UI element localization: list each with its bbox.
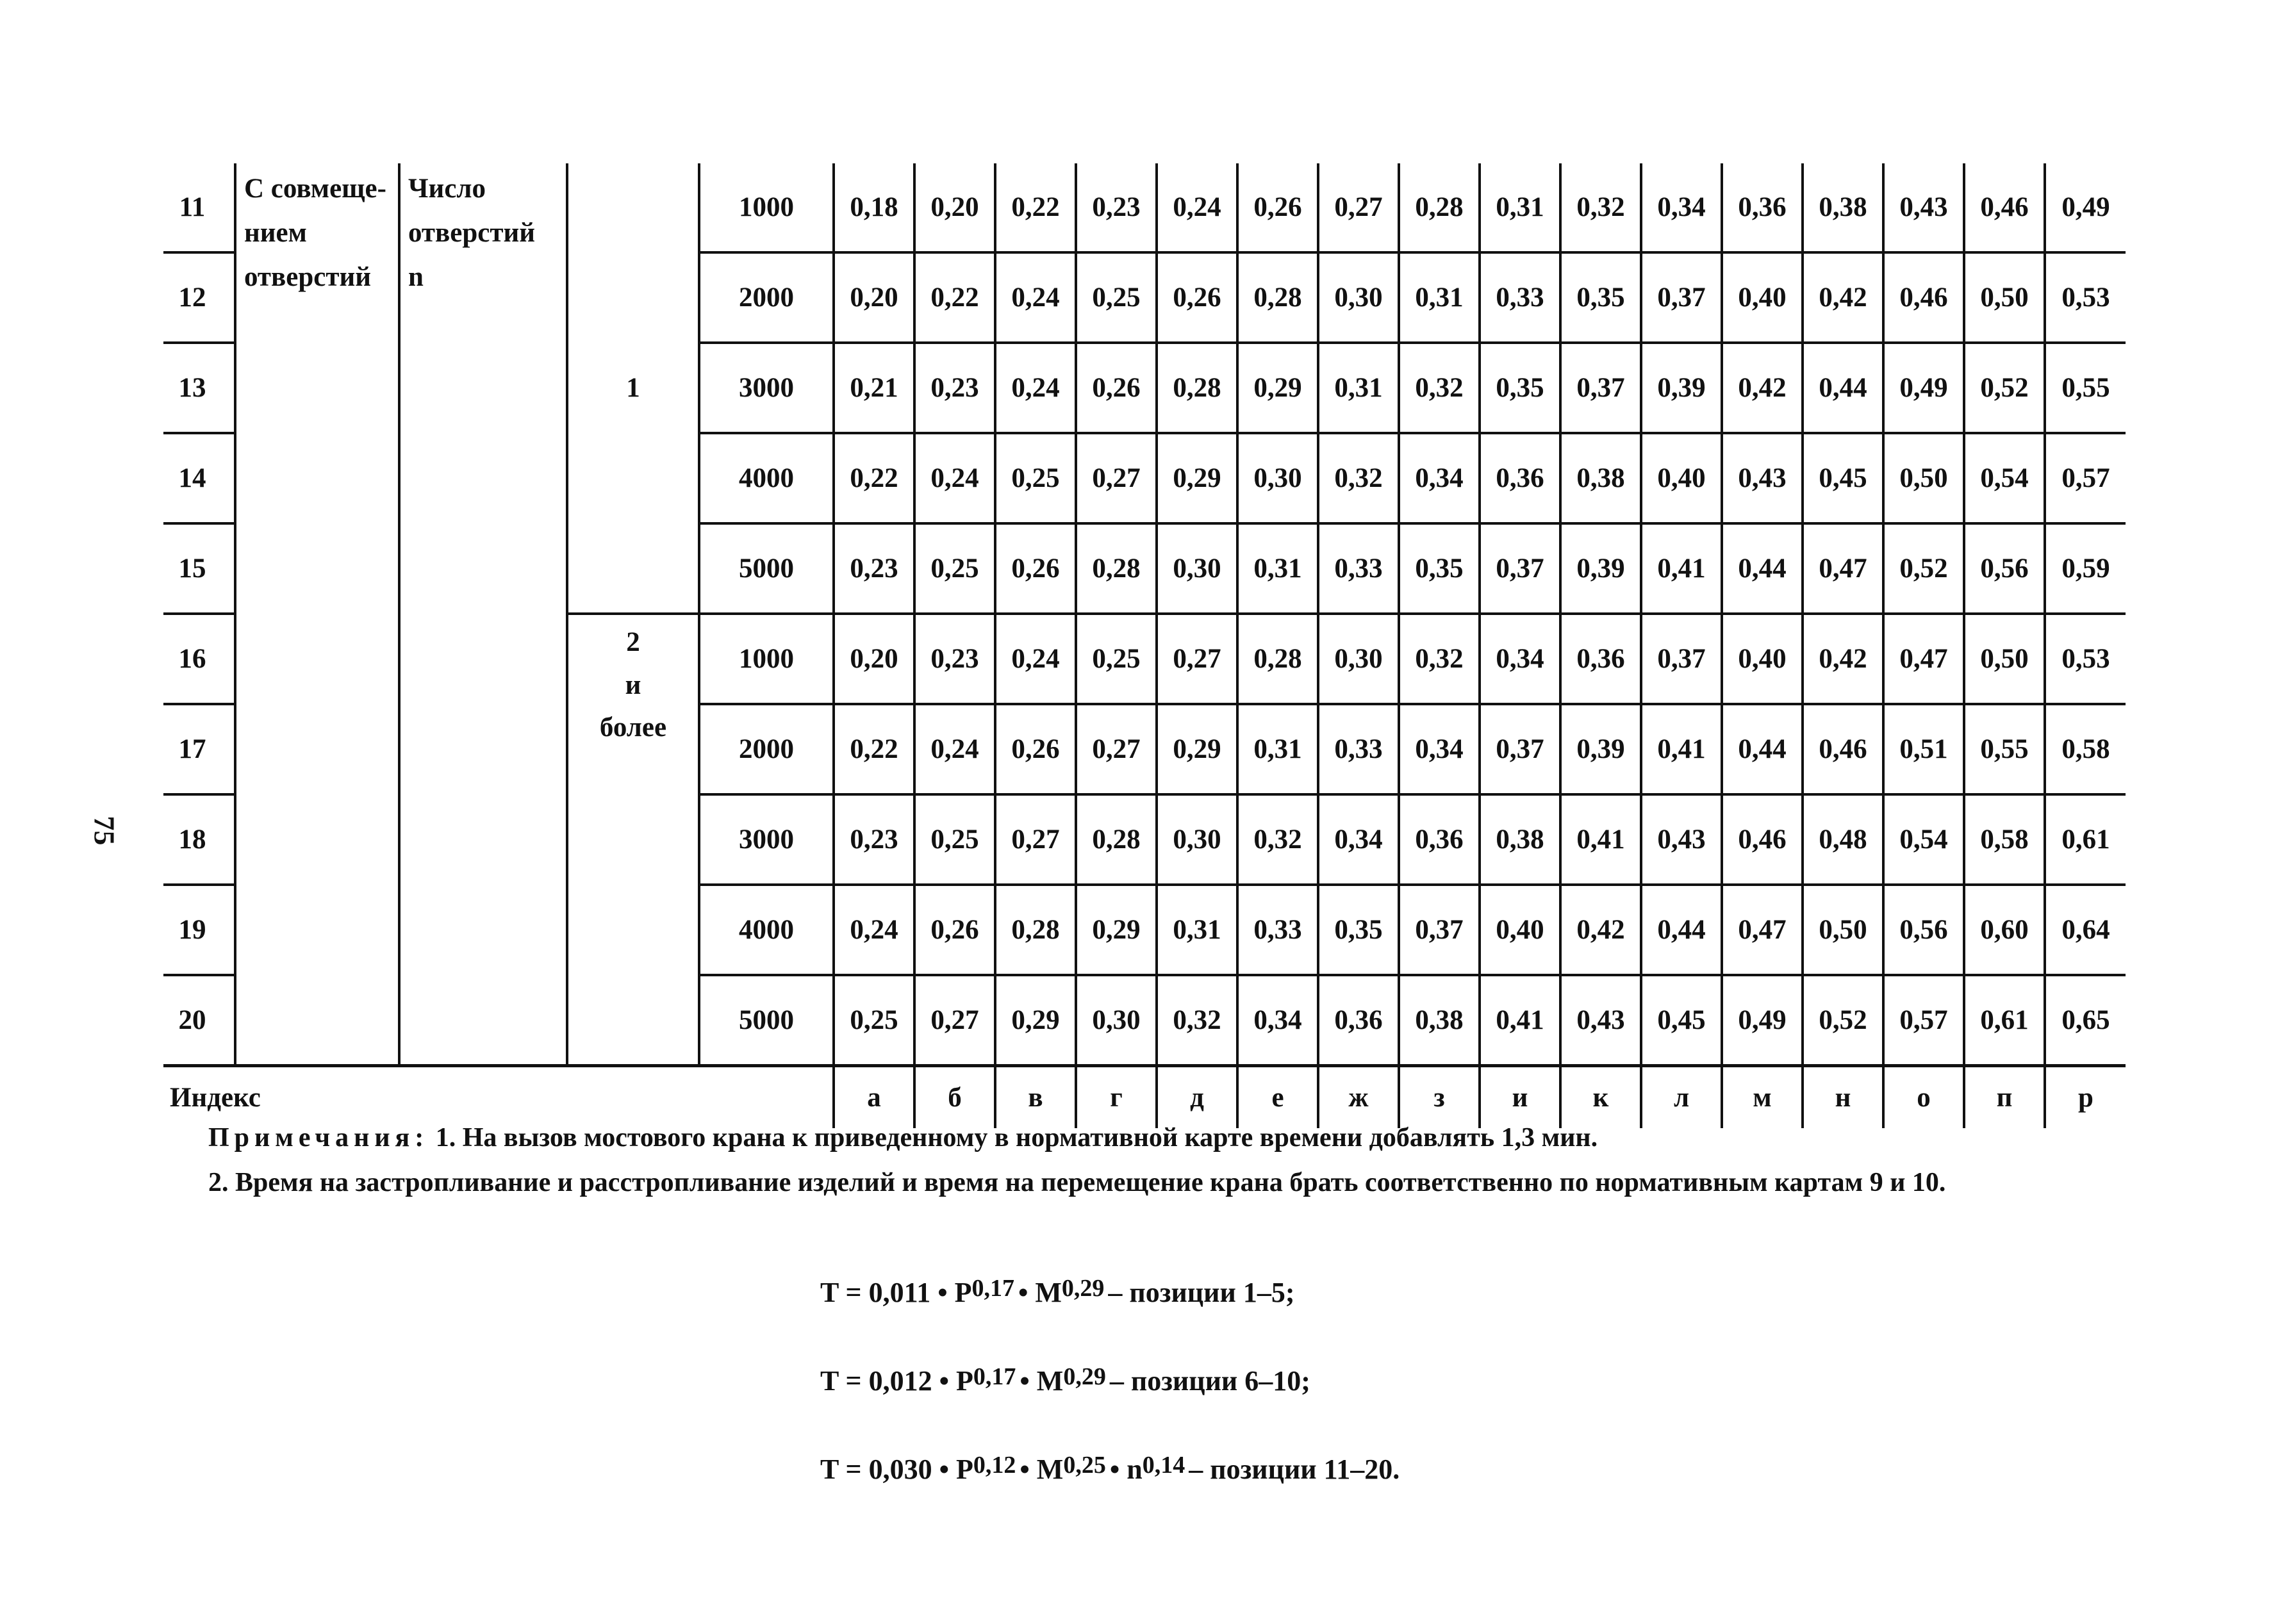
value-cell: 0,33 <box>1318 523 1399 614</box>
value-cell: 0,25 <box>1076 252 1157 343</box>
value-cell: 0,26 <box>995 704 1076 794</box>
value-cell: 0,30 <box>1318 252 1399 343</box>
value-cell: 0,27 <box>914 975 995 1066</box>
value-cell: 0,30 <box>1318 614 1399 704</box>
value-cell: 0,53 <box>2045 252 2126 343</box>
formula-2: T = 0,012 • P $^{0,17}$ • M $^{0,29}$ – позиции 6–10; <box>820 1363 1310 1397</box>
value-cell: 0,23 <box>834 794 914 885</box>
value-cell: 0,47 <box>1722 885 1803 975</box>
value-cell: 0,28 <box>1399 163 1480 252</box>
position-number: 15 <box>163 523 235 614</box>
value-cell: 0,52 <box>1803 975 1883 1066</box>
value-cell: 0,26 <box>995 523 1076 614</box>
value-cell: 0,35 <box>1480 343 1560 433</box>
value-cell: 0,22 <box>914 252 995 343</box>
index-letter: о <box>1883 1066 1964 1129</box>
hole-count-group-1: 1 <box>567 163 699 614</box>
value-cell: 0,20 <box>834 614 914 704</box>
value-cell: 0,25 <box>995 433 1076 523</box>
value-cell: 0,53 <box>2045 614 2126 704</box>
operation-line: отверстий <box>244 261 372 292</box>
value-cell: 0,32 <box>1237 794 1318 885</box>
value-cell: 0,31 <box>1237 704 1318 794</box>
value-cell: 0,49 <box>2061 192 2110 222</box>
table-row <box>163 163 2126 252</box>
value-cell: 0,38 <box>1803 163 1883 252</box>
parameter-line: отверстий <box>408 217 536 248</box>
value-cell: 0,65 <box>2045 975 2126 1066</box>
index-letter: а <box>834 1066 914 1129</box>
value-cell: 0,32 <box>1318 433 1399 523</box>
value-cell: 0,23 <box>914 614 995 704</box>
parameter-line: Число <box>408 174 486 204</box>
value-cell: 0,34 <box>1641 163 1722 252</box>
value-cell: 0,47 <box>1883 614 1964 704</box>
value-cell: 0,55 <box>2045 343 2126 433</box>
index-letter: б <box>914 1066 995 1129</box>
value-cell: 0,44 <box>1722 523 1803 614</box>
index-letter: н <box>1803 1066 1883 1129</box>
value-cell: 0,25 <box>914 794 995 885</box>
value-cell: 0,35 <box>1399 523 1480 614</box>
group-2-line: и <box>625 669 641 700</box>
value-cell: 0,46 <box>1803 704 1883 794</box>
value-cell: 0,44 <box>1722 704 1803 794</box>
value-cell: 0,27 <box>1076 433 1157 523</box>
value-cell: 0,61 <box>1964 975 2045 1066</box>
value-cell: 0,47 <box>1803 523 1883 614</box>
index-letter: е <box>1237 1066 1318 1129</box>
value-cell: 0,34 <box>1318 794 1399 885</box>
value-cell: 0,28 <box>995 885 1076 975</box>
value-cell: 0,38 <box>1560 433 1641 523</box>
position-number: 13 <box>163 343 235 433</box>
mass-cell: 2000 <box>699 252 834 343</box>
hole-count-group-2-cont <box>567 794 699 1066</box>
mass-cell: 1000 <box>699 614 834 704</box>
mass-cell: 1000 <box>699 163 834 252</box>
value-cell: 0,37 <box>1641 252 1722 343</box>
value-cell: 0,41 <box>1560 794 1641 885</box>
value-cell: 0,58 <box>2045 704 2126 794</box>
value-cell: 0,24 <box>1157 163 1237 252</box>
value-cell: 0,27 <box>1076 704 1157 794</box>
position-number: 20 <box>163 975 235 1066</box>
value-cell: 0,33 <box>1237 885 1318 975</box>
value-cell: 0,28 <box>1076 523 1157 614</box>
formula-3: T = 0,030 • P $^{0,12}$ • M $^{0,25}$ • n $^{0,14}$ – позиции 11–20. <box>820 1452 1400 1485</box>
value-cell: 0,27 <box>1318 163 1399 252</box>
index-letter: п <box>1964 1066 2045 1129</box>
value-cell: 0,23 <box>834 523 914 614</box>
value-cell: 0,33 <box>1480 252 1560 343</box>
page-number: 75 <box>88 816 121 846</box>
index-letter: д <box>1157 1066 1237 1129</box>
value-cell: 0,37 <box>1399 885 1480 975</box>
value-cell: 0,30 <box>1157 523 1237 614</box>
group-2-line: 2 <box>626 627 640 657</box>
operation-cell <box>235 163 399 1066</box>
value-cell: 0,40 <box>1722 614 1803 704</box>
value-cell: 0,25 <box>1076 614 1157 704</box>
value-cell: 0,45 <box>1803 433 1883 523</box>
index-letter: м <box>1722 1066 1803 1129</box>
value-cell: 0,49 <box>1722 975 1803 1066</box>
value-cell: 0,25 <box>914 523 995 614</box>
mass-cell: 3000 <box>699 794 834 885</box>
notes-heading: Примечания: <box>208 1123 429 1152</box>
mass-cell: 3000 <box>699 343 834 433</box>
value-cell: 0,20 <box>834 252 914 343</box>
value-cell: 0,60 <box>1964 885 2045 975</box>
index-label: Индекс <box>163 1066 834 1129</box>
value-cell: 0,30 <box>1237 433 1318 523</box>
formula-1: T = 0,011 • P $^{0,17}$ • M $^{0,29}$ – позиции 1–5; <box>820 1275 1295 1308</box>
operation-line: нием <box>244 217 307 248</box>
value-cell: 0,40 <box>1480 885 1560 975</box>
value-cell: 0,39 <box>1641 343 1722 433</box>
value-cell: 0,18 <box>834 163 914 252</box>
value-cell: 0,28 <box>1076 794 1157 885</box>
value-cell: 0,57 <box>1883 975 1964 1066</box>
value-cell: 0,28 <box>1237 614 1318 704</box>
note-1 <box>208 1124 1945 1151</box>
value-cell: 0,32 <box>1560 163 1641 252</box>
value-cell: 0,41 <box>1641 523 1722 614</box>
index-letter: и <box>1480 1066 1560 1129</box>
value-cell: 0,64 <box>2045 885 2126 975</box>
value-cell: 0,39 <box>1560 704 1641 794</box>
value-cell: 0,23 <box>1076 163 1157 252</box>
value-cell: 0,22 <box>834 704 914 794</box>
value-cell: 0,46 <box>1964 163 2045 252</box>
index-letter: в <box>995 1066 1076 1129</box>
index-letter: ж <box>1318 1066 1399 1129</box>
value-cell: 0,37 <box>1560 343 1641 433</box>
value-cell: 0,42 <box>1803 614 1883 704</box>
value-cell: 0,37 <box>1641 614 1722 704</box>
value-cell: 0,25 <box>834 975 914 1066</box>
value-cell: 0,46 <box>1722 794 1803 885</box>
value-cell: 0,22 <box>995 163 1076 252</box>
value-cell: 0,31 <box>1480 163 1560 252</box>
value-cell: 0,23 <box>914 343 995 433</box>
value-cell: 0,26 <box>914 885 995 975</box>
value-cell: 0,29 <box>1157 704 1237 794</box>
value-cell: 0,30 <box>1076 975 1157 1066</box>
value-cell: 0,36 <box>1560 614 1641 704</box>
value-cell: 0,50 <box>1964 614 2045 704</box>
value-cell: 0,37 <box>1480 523 1560 614</box>
position-number: 19 <box>163 885 235 975</box>
formulas <box>820 1220 1400 1486</box>
mass-cell: 5000 <box>699 523 834 614</box>
value-cell: 0,42 <box>1722 343 1803 433</box>
value-cell: 0,24 <box>914 704 995 794</box>
value-cell: 0,40 <box>1641 433 1722 523</box>
value-cell: 0,34 <box>1399 704 1480 794</box>
value-cell: 0,46 <box>1883 252 1964 343</box>
value-cell: 0,44 <box>1803 343 1883 433</box>
value-cell: 0,45 <box>1641 975 1722 1066</box>
index-letter: л <box>1641 1066 1722 1129</box>
value-cell: 0,49 <box>1883 343 1964 433</box>
value-cell: 0,32 <box>1157 975 1237 1066</box>
operation-line: С совмеще- <box>244 174 386 204</box>
note-1-text: 1. На вызов мостового крана к приведенному в нормативной карте времени добавлять 1,3 мин. <box>435 1123 1598 1152</box>
value-cell: 0,50 <box>1964 252 2045 343</box>
value-cell: 0,44 <box>1641 885 1722 975</box>
value-cell: 0,40 <box>1722 252 1803 343</box>
norm-table <box>163 163 2126 1128</box>
value-cell: 0,27 <box>1157 614 1237 704</box>
value-cell: 0,54 <box>1964 433 2045 523</box>
value-cell: 0,29 <box>1076 885 1157 975</box>
value-cell: 0,38 <box>1480 794 1560 885</box>
value-cell: 0,57 <box>2045 433 2126 523</box>
value-cell: 0,61 <box>2045 794 2126 885</box>
value-cell: 0,34 <box>1399 433 1480 523</box>
value-cell: 0,31 <box>1237 523 1318 614</box>
value-cell: 0,21 <box>834 343 914 433</box>
index-letter: р <box>2045 1066 2126 1129</box>
index-letter: з <box>1399 1066 1480 1129</box>
value-cell: 0,22 <box>834 433 914 523</box>
value-cell: 0,29 <box>1157 433 1237 523</box>
value-cell: 0,36 <box>1722 163 1803 252</box>
value-cell: 0,24 <box>995 252 1076 343</box>
value-cell: 0,32 <box>1399 343 1480 433</box>
value-cell: 0,35 <box>1560 252 1641 343</box>
value-cell: 0,42 <box>1803 252 1883 343</box>
value-cell: 0,39 <box>1560 523 1641 614</box>
parameter-cell <box>399 163 567 1066</box>
value-cell: 0,24 <box>914 433 995 523</box>
value-cell: 0,31 <box>1399 252 1480 343</box>
index-letter: к <box>1560 1066 1641 1129</box>
hole-count-group-2 <box>567 614 699 794</box>
index-letter: г <box>1076 1066 1157 1129</box>
value-cell: 0,31 <box>1157 885 1237 975</box>
value-cell: 0,33 <box>1318 704 1399 794</box>
mass-cell: 4000 <box>699 433 834 523</box>
position-number: 14 <box>163 433 235 523</box>
position-number: 17 <box>163 704 235 794</box>
value-cell: 0,26 <box>1157 252 1237 343</box>
mass-cell: 5000 <box>699 975 834 1066</box>
value-cell: 0,51 <box>1883 704 1964 794</box>
value-cell: 0,52 <box>1964 343 2045 433</box>
value-cell: 0,34 <box>1237 975 1318 1066</box>
value-cell: 0,24 <box>995 343 1076 433</box>
value-cell: 0,26 <box>1076 343 1157 433</box>
position-number: 12 <box>163 252 235 343</box>
position-number: 16 <box>163 614 235 704</box>
value-cell: 0,29 <box>995 975 1076 1066</box>
value-cell: 0,59 <box>2045 523 2126 614</box>
mass-cell: 2000 <box>699 704 834 794</box>
position-number: 18 <box>163 794 235 885</box>
value-cell: 0,56 <box>1883 885 1964 975</box>
parameter-line: n <box>408 261 424 292</box>
value-cell: 0,41 <box>1641 704 1722 794</box>
value-cell: 0,58 <box>1964 794 2045 885</box>
value-cell: 0,38 <box>1399 975 1480 1066</box>
value-cell: 0,24 <box>995 614 1076 704</box>
value-cell: 0,56 <box>1964 523 2045 614</box>
value-cell: 0,43 <box>1722 433 1803 523</box>
value-cell: 0,41 <box>1480 975 1560 1066</box>
value-cell: 0,55 <box>1964 704 2045 794</box>
value-cell: 0,27 <box>995 794 1076 885</box>
value-cell: 0,50 <box>1803 885 1883 975</box>
value-cell: 0,36 <box>1480 433 1560 523</box>
value-cell: 0,20 <box>914 163 995 252</box>
value-cell: 0,31 <box>1318 343 1399 433</box>
value-cell: 0,29 <box>1237 343 1318 433</box>
value-cell: 0,43 <box>1641 794 1722 885</box>
value-cell: 0,36 <box>1399 794 1480 885</box>
note-2: 2. Время на застропливание и расстропливание изделий и время на перемещение крана брать соответственно по нормативным картам 9 и 10. <box>208 1168 1946 1197</box>
notes <box>208 1124 1945 1214</box>
position-number: 11 <box>163 163 235 252</box>
value-cell: 0,24 <box>834 885 914 975</box>
value-cell: 0,54 <box>1883 794 1964 885</box>
value-cell: 0,28 <box>1237 252 1318 343</box>
mass-cell: 4000 <box>699 885 834 975</box>
index-row <box>163 1066 2126 1129</box>
value-cell: 0,50 <box>1883 433 1964 523</box>
value-cell: 0,42 <box>1560 885 1641 975</box>
value-cell: 0,34 <box>1480 614 1560 704</box>
value-cell: 0,37 <box>1480 704 1560 794</box>
value-cell: 0,43 <box>1883 163 1964 252</box>
value-cell: 0,30 <box>1157 794 1237 885</box>
value-cell: 0,48 <box>1803 794 1883 885</box>
value-cell: 0,32 <box>1399 614 1480 704</box>
value-cell: 0,26 <box>1237 163 1318 252</box>
value-cell: 0,43 <box>1560 975 1641 1066</box>
group-2-line: более <box>599 712 667 743</box>
value-cell: 0,35 <box>1318 885 1399 975</box>
value-cell: 0,28 <box>1157 343 1237 433</box>
value-cell: 0,36 <box>1318 975 1399 1066</box>
value-cell: 0,52 <box>1883 523 1964 614</box>
